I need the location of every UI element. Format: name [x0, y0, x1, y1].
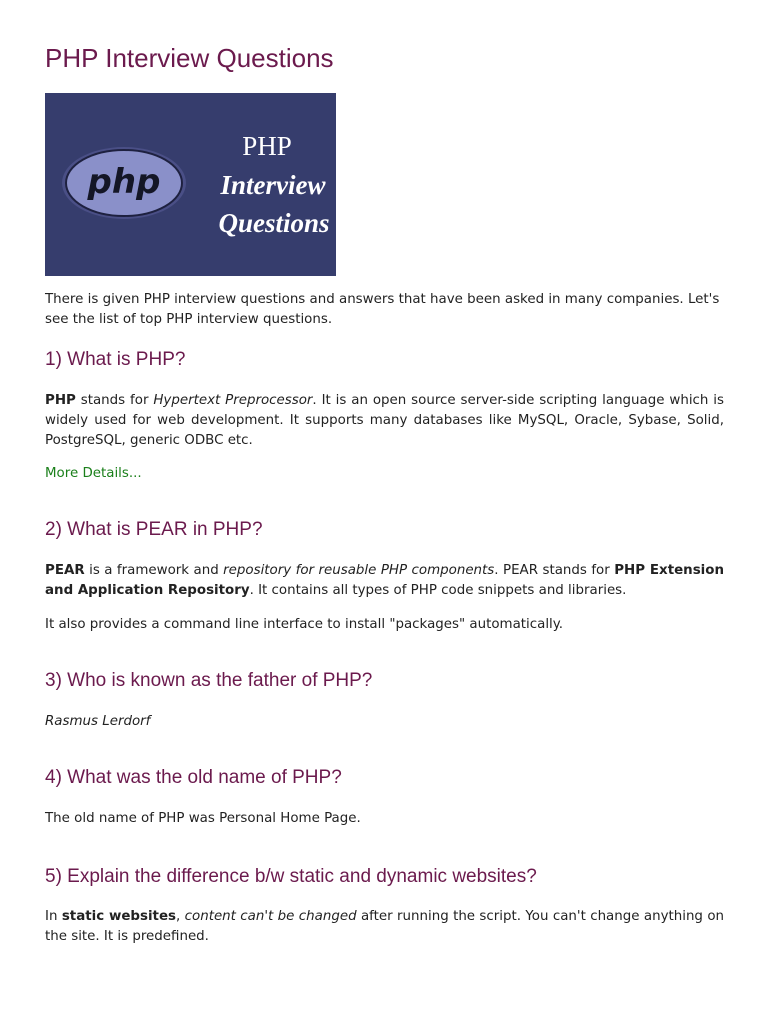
answer-2-emphasis: repository for reusable PHP components [223, 563, 495, 578]
answer-1-paragraph [45, 391, 724, 451]
answer-2-text-c: . It contains all types of PHP code snippets and libraries. [249, 583, 627, 598]
banner-image [45, 93, 336, 276]
more-details-row [45, 464, 724, 484]
question-1-heading: 1) What is PHP? [45, 349, 186, 370]
answer-3-paragraph [45, 712, 724, 732]
answer-5-text-b: , [176, 909, 185, 924]
answer-2-text-a: is a framework and [84, 563, 224, 578]
answer-1-emphasis: Hypertext Preprocessor [153, 393, 313, 408]
answer-5-emphasis: content can't be changed [184, 909, 357, 924]
answer-5-text-a: In [45, 909, 62, 924]
answer-3-name: Rasmus Lerdorf [45, 714, 151, 729]
page-title: PHP Interview Questions [45, 43, 334, 73]
banner-line-3: Questions [218, 208, 330, 238]
question-3-heading: 3) Who is known as the father of PHP? [45, 670, 373, 691]
banner-line-1: PHP [242, 131, 292, 161]
banner-line-2: Interview [220, 170, 326, 200]
question-4-heading: 4) What was the old name of PHP? [45, 767, 342, 788]
question-5-heading: 5) Explain the difference b/w static and dynamic websites? [45, 866, 537, 887]
intro-paragraph [45, 290, 724, 330]
intro-line-1: There is given PHP interview questions and answers that have been asked in many companies. Let's [45, 292, 720, 307]
answer-2-text-b: . PEAR stands for [494, 563, 615, 578]
term-php: PHP [45, 393, 76, 408]
answer-5-paragraph [45, 907, 724, 947]
question-2-heading: 2) What is PEAR in PHP? [45, 519, 263, 540]
answer-1-text-a: stands for [75, 393, 154, 408]
php-logo-text: php [87, 162, 161, 202]
answer-2-strong: PHP Extension and Application Repository [45, 563, 725, 598]
answer-5-strong: static websites [61, 909, 177, 924]
answer-2-paragraph [45, 561, 724, 601]
answer-2-paragraph-2: It also provides a command line interface to install "packages" automatically. [45, 617, 564, 632]
answer-1-text-b: . It is an open source server-side scripting language which is widely used for web development. It supports many databases like MySQL, Oracle, Sybase, Solid, PostgreSQL, generic ODBC etc. [45, 393, 724, 448]
term-pear: PEAR [45, 563, 85, 578]
answer-4-paragraph: The old name of PHP was Personal Home Page. [45, 811, 361, 826]
answer-5-text-c: after running the script. You can't change anything on the site. It is predefined. [45, 909, 724, 944]
more-details-link[interactable]: More Details... [45, 466, 142, 481]
banner-graphic [45, 93, 336, 276]
intro-line-2: see the list of top PHP interview questions. [45, 312, 333, 327]
